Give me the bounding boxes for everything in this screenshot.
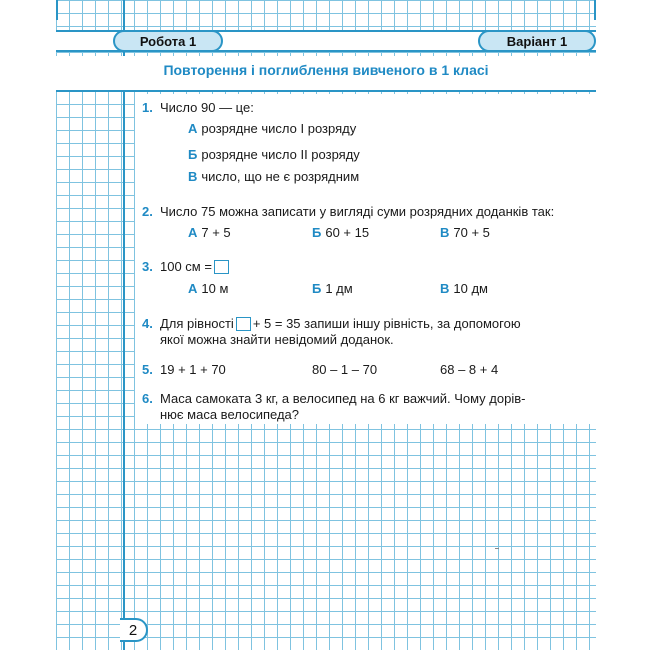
question-line: [160, 315, 521, 332]
option-letter: А: [188, 281, 198, 296]
question-number: 2.: [142, 204, 153, 219]
option-text: число, що не є розрядним: [201, 169, 360, 184]
page-number: 2: [120, 618, 148, 642]
option-letter: Б: [312, 225, 322, 240]
option-text: розрядне число І розряду: [201, 121, 357, 136]
option-text: 10 м: [201, 281, 229, 296]
answer-box[interactable]: [236, 317, 251, 331]
option-text: 1 дм: [325, 281, 353, 296]
pencil-mark: [495, 548, 499, 549]
question-text: 100 см =: [160, 259, 212, 274]
question-text: Число 75 можна записати у вигляді суми розрядних доданків так:: [160, 204, 555, 219]
question-text: нює маса велосипеда?: [160, 407, 299, 422]
question-number: 5.: [142, 362, 153, 377]
question-text: Маса самоката 3 кг, а велосипед на 6 кг важчий. Чому дорів-: [160, 391, 526, 406]
answer-option[interactable]: [440, 281, 488, 296]
expression: 19 + 1 + 70: [160, 362, 226, 377]
top-frame: [56, 0, 596, 20]
option-letter: В: [188, 169, 198, 184]
title-divider: [56, 90, 596, 92]
option-letter: В: [440, 225, 450, 240]
answer-option[interactable]: [188, 147, 360, 162]
answer-option[interactable]: [312, 225, 369, 240]
answer-option[interactable]: [188, 281, 228, 296]
option-text: 60 + 15: [325, 225, 370, 240]
option-letter: В: [440, 281, 450, 296]
expression: 68 – 8 + 4: [440, 362, 499, 377]
answer-option[interactable]: [188, 121, 356, 136]
question-number: 4.: [142, 316, 153, 331]
option-text: 7 + 5: [201, 225, 231, 240]
work-label: Робота 1: [113, 30, 223, 52]
option-text: 10 дм: [453, 281, 488, 296]
option-text: 70 + 5: [453, 225, 490, 240]
question-text: Для рівності: [160, 316, 234, 331]
answer-option[interactable]: [188, 169, 359, 184]
margin-line: [123, 0, 125, 650]
option-letter: А: [188, 225, 198, 240]
question-number: 3.: [142, 259, 153, 274]
question-number: 1.: [142, 100, 153, 115]
question-line: [160, 258, 231, 275]
variant-label: Варіант 1: [478, 30, 596, 52]
answer-option[interactable]: [188, 225, 231, 240]
option-letter: Б: [188, 147, 198, 162]
answer-option[interactable]: [312, 281, 353, 296]
answer-box[interactable]: [214, 260, 229, 274]
option-letter: А: [188, 121, 198, 136]
answer-option[interactable]: [440, 225, 490, 240]
question-number: 6.: [142, 391, 153, 406]
option-text: розрядне число ІІ розряду: [201, 147, 360, 162]
question-text: + 5 = 35 запиши іншу рівність, за допомогою: [252, 316, 521, 331]
question-text: якої можна знайти невідомий доданок.: [160, 332, 394, 347]
option-letter: Б: [312, 281, 322, 296]
question-text: Число 90 — це:: [160, 100, 254, 115]
expression: 80 – 1 – 70: [312, 362, 378, 377]
page-title: Повторення і поглиблення вивченого в 1 класі: [163, 62, 489, 78]
